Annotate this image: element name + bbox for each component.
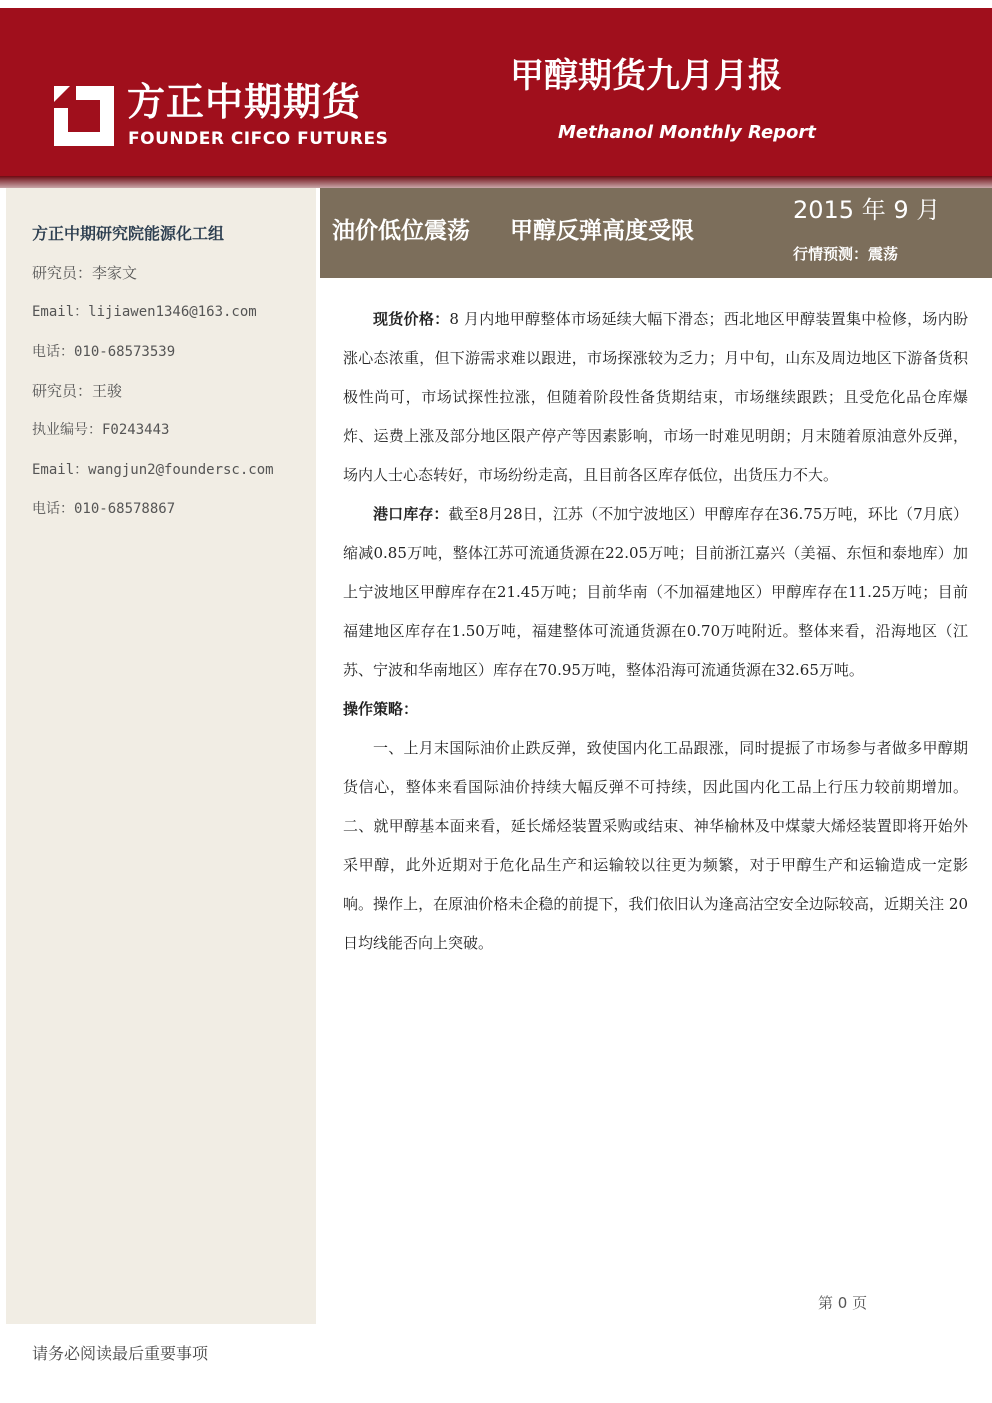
headline-part-2: 甲醇反弹高度受限 xyxy=(510,218,694,244)
footer-notice: 请务必阅读最后重要事项 xyxy=(32,1344,209,1363)
sidebar-license: 执业编号：F0243443 xyxy=(32,422,170,438)
headline-title xyxy=(332,216,694,246)
company-name-en: FOUNDER CIFCO FUTURES xyxy=(128,129,389,149)
spot-price-text: 8 月内地甲醇整体市场延续大幅下滑态；西北地区甲醇装置集中检修，场内盼涨心态浓重，但下游需求难以跟进，市场探涨较为乏力；月中旬，山东及周边地区下游备货积极性尚可，市场试探性拉涨，但随着阶段性备货期结束，市场继续跟跌；且受危化品仓库爆炸、运费上涨及部分地区限产停产等因素影响，市场一时难见明朗；月末随着原油意外反弹，场内人士心态转好，市场纷纷走高，且目前各区库存低位，出货压力不大。 xyxy=(343,310,968,484)
sidebar-researcher-1: 研究员：李家文 xyxy=(32,264,138,282)
market-forecast: 行情预测：震荡 xyxy=(793,245,899,263)
strategy-heading: 操作策略： xyxy=(343,700,419,718)
company-name-cn: 方正中期期货 xyxy=(127,80,362,124)
sidebar-researcher-2: 研究员：王骏 xyxy=(32,382,123,400)
port-stock-text: 截至8月28日，江苏（不加宁波地区）甲醇库存在36.75万吨，环比（7月底）缩减0.85万吨，整体江苏可流通货源在22.05万吨；目前浙江嘉兴（美福、东恒和泰地库）加上宁波地区甲醇库存在21.45万吨；目前华南（不加福建地区）甲醇库存在11.25万吨；目前福建地区库存在1.50万吨，福建整体可流通货源在0.70万吨附近。整体来看，沿海地区（江苏、宁波和华南地区）库存在70.95万吨，整体沿海可流通货源在32.65万吨。 xyxy=(343,505,968,679)
page-number: 第 0 页 xyxy=(818,1294,868,1312)
sidebar-team: 方正中期研究院能源化工组 xyxy=(32,224,225,243)
sidebar-phone-1: 电话：010-68573539 xyxy=(32,344,176,360)
port-stock-paragraph xyxy=(343,495,968,690)
report-title-cn: 甲醇期货九月月报 xyxy=(510,56,782,96)
headline-part-1: 油价低位震荡 xyxy=(332,218,470,244)
spot-price-paragraph xyxy=(343,300,968,495)
sidebar-email-1: Email：lijiawen1346@163.com xyxy=(32,304,257,320)
report-body xyxy=(343,300,968,963)
company-logo-icon xyxy=(54,86,114,146)
spot-price-label: 现货价格： xyxy=(373,310,450,328)
header-shadow xyxy=(0,176,992,188)
sidebar-email-2: Email：wangjun2@foundersc.com xyxy=(32,462,274,478)
port-stock-label: 港口库存： xyxy=(373,505,449,523)
report-title-en: Methanol Monthly Report xyxy=(558,122,816,143)
strategy-paragraph: 一、上月末国际油价止跌反弹，致使国内化工品跟涨，同时提振了市场参与者做多甲醇期货信心，整体来看国际油价持续大幅反弹不可持续，因此国内化工品上行压力较前期增加。二、就甲醇基本面来看，延长烯烃装置采购或结束、神华榆林及中煤蒙大烯烃装置即将开始外采甲醇，此外近期对于危化品生产和运输较以往更为频繁，对于甲醇生产和运输造成一定影响。操作上，在原油价格未企稳的前提下，我们依旧认为逢高沽空安全边际较高，近期关注 20 日均线能否向上突破。 xyxy=(343,739,968,952)
sidebar-phone-2: 电话：010-68578867 xyxy=(32,501,176,517)
report-date: 2015 年 9 月 xyxy=(793,196,941,224)
